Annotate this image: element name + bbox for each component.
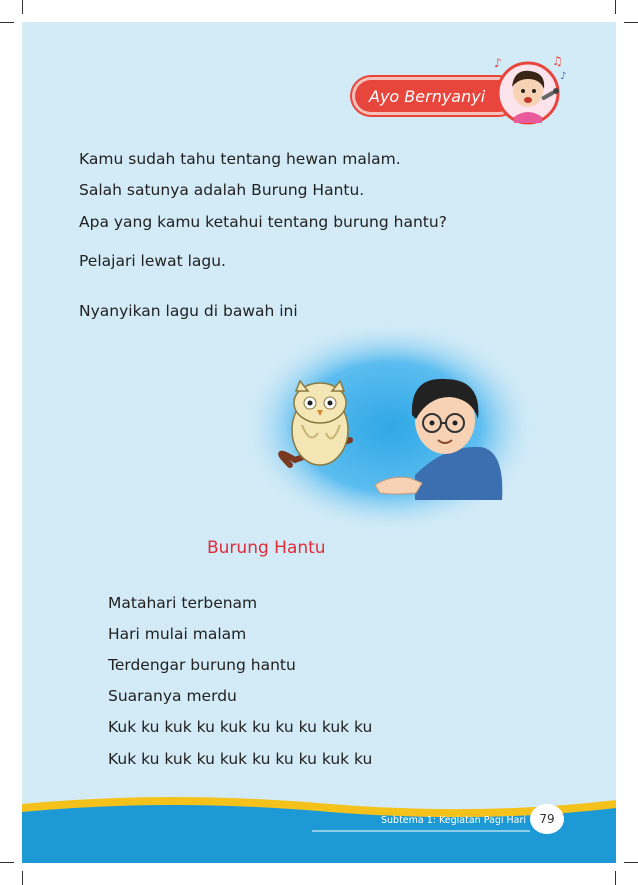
- owl-and-boy-illustration: [240, 315, 540, 535]
- lyric-line: Matahari terbenam: [108, 594, 258, 612]
- svg-text:♪: ♪: [494, 56, 502, 70]
- lyric-line: Terdengar burung hantu: [108, 656, 296, 674]
- intro-line: Pelajari lewat lagu.: [79, 252, 226, 270]
- page-number: 79: [530, 804, 564, 834]
- intro-line: Salah satunya adalah Burung Hantu.: [79, 181, 365, 199]
- svg-text:♪: ♪: [560, 71, 567, 82]
- footer-subtheme: Subtema 1: Kegiatan Pagi Hari: [381, 815, 527, 826]
- song-title: Burung Hantu: [207, 538, 326, 558]
- crop-mark: [624, 22, 638, 23]
- svg-text:♫: ♫: [552, 55, 563, 68]
- instruction-line: Nyanyikan lagu di bawah ini: [79, 302, 298, 320]
- intro-line: Kamu sudah tahu tentang hewan malam.: [79, 150, 401, 168]
- crop-mark: [22, 0, 23, 14]
- singing-girl-icon: [490, 55, 570, 130]
- lyric-line: Kuk ku kuk ku kuk ku ku ku kuk ku: [108, 750, 373, 768]
- lyric-line: Kuk ku kuk ku kuk ku ku ku kuk ku: [108, 718, 373, 736]
- section-badge-label: Ayo Bernyanyi: [369, 86, 486, 106]
- intro-line: Apa yang kamu ketahui tentang burung hantu?: [79, 213, 447, 231]
- crop-mark: [615, 0, 616, 14]
- lyric-line: Suaranya merdu: [108, 687, 237, 705]
- lyric-line: Hari mulai malam: [108, 625, 247, 643]
- crop-mark: [0, 22, 14, 23]
